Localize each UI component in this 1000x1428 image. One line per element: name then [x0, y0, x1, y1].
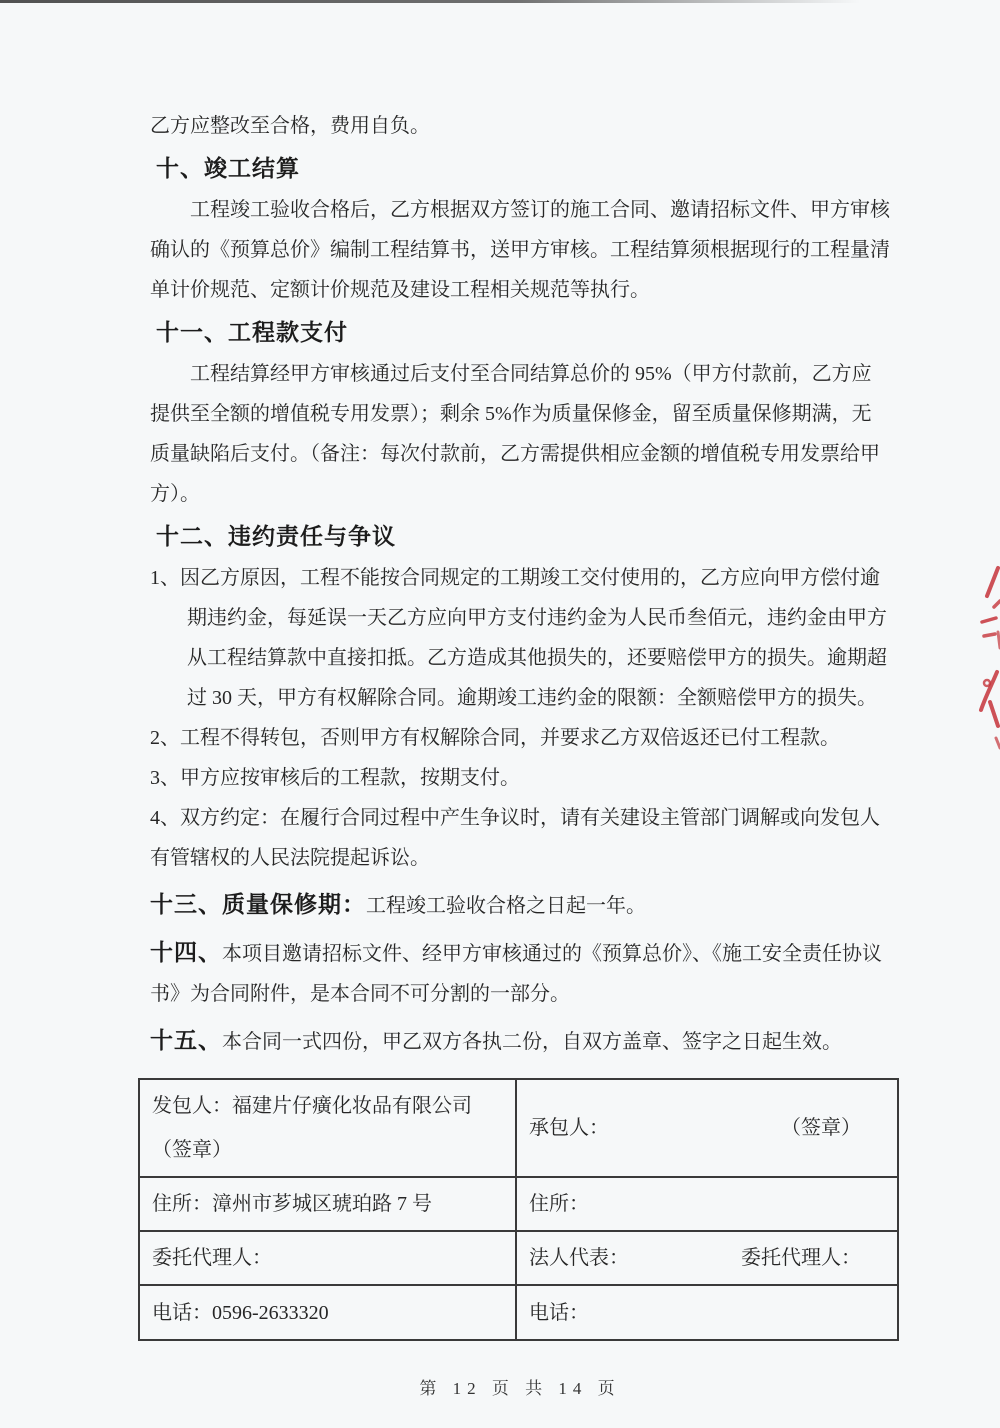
- list-item-number: 4、: [150, 807, 180, 829]
- section-12-list: [150, 558, 890, 878]
- table-row-parties: [139, 1079, 898, 1177]
- section-15-heading: 十五、: [150, 1028, 222, 1054]
- list-item-number: 2、: [150, 727, 180, 749]
- red-seal-edge-marks-icon: [970, 560, 1000, 760]
- employer-agent-cell: 委托代理人：: [139, 1231, 516, 1285]
- section-11-heading: 十一、工程款支付: [156, 320, 348, 346]
- list-item-text: 工程不得转包，否则甲方有权解除合同，并要求乙方双倍返还已付工程款。: [180, 727, 840, 749]
- contractor-address-cell: 住所：: [516, 1177, 898, 1231]
- section-13-heading: 十三、质量保修期：: [150, 892, 366, 918]
- list-item-number: 1、: [150, 567, 180, 589]
- section-13: [150, 885, 890, 926]
- contractor-label: 承包人：: [529, 1117, 609, 1139]
- employer-address-cell: 住所：漳州市芗城区琥珀路 7 号: [139, 1177, 516, 1231]
- section-14-heading: 十四、: [150, 940, 222, 966]
- contractor-cell: [516, 1079, 898, 1177]
- list-item-number: 3、: [150, 767, 180, 789]
- employer-cell: 发包人：福建片仔癀化妆品有限公司（签章）: [139, 1079, 516, 1177]
- list-item: [150, 558, 890, 718]
- seal-placeholder-label: （签章）: [781, 1117, 861, 1139]
- section-14: [150, 933, 890, 1014]
- section-10-heading: 十、竣工结算: [156, 156, 300, 182]
- list-item: [150, 798, 890, 878]
- signature-table: [138, 1078, 899, 1341]
- section-11-paragraph: 工程结算经甲方审核通过后支付至合同结算总价的 95%（甲方付款前，乙方应提供至全额的增值税专用发票）；剩余 5%作为质量保修金，留至质量保修期满，无质量缺陷后支付。（备注：每次付款前，乙方需提供相应金额的增值税专用发票给甲方）。: [150, 363, 880, 505]
- list-item: [150, 758, 890, 798]
- section-15: [150, 1021, 890, 1062]
- section-12-heading: 十二、违约责任与争议: [156, 524, 396, 550]
- employer-phone-cell: 电话：0596-2633320: [139, 1285, 516, 1340]
- table-row-address: [139, 1177, 898, 1231]
- authorized-agent-label: 委托代理人：: [741, 1247, 861, 1269]
- list-item-text: 因乙方原因，工程不能按合同规定的工期竣工交付使用的，乙方应向甲方偿付逾期违约金，每延误一天乙方应向甲方支付违约金为人民币叁佰元，违约金由甲方从工程结算款中直接扣抵。乙方造成其他损失的，还要赔偿甲方的损失。逾期超过 30 天，甲方有权解除合同。逾期竣工违约金的限额：全额赔偿甲方的损失。: [180, 567, 887, 709]
- section-15-text: 本合同一式四份，甲乙双方各执二份，自双方盖章、签字之日起生效。: [222, 1031, 842, 1053]
- table-row-agents: [139, 1231, 898, 1285]
- contractor-phone-cell: 电话：: [516, 1285, 898, 1340]
- list-item-text: 甲方应按审核后的工程款，按期支付。: [180, 767, 520, 789]
- section-14-text: 本项目邀请招标文件、经甲方审核通过的《预算总价》、《施工安全责任协议书》为合同附件，是本合同不可分割的一部分。: [150, 943, 882, 1005]
- legal-representative-label: 法人代表：: [529, 1247, 629, 1269]
- scan-edge-artifact: [0, 0, 860, 3]
- list-item-text: 双方约定：在履行合同过程中产生争议时，请有关建设主管部门调解或向发包人有管辖权的人民法院提起诉讼。: [150, 807, 880, 869]
- section-10-paragraph: 工程竣工验收合格后，乙方根据双方签订的施工合同、邀请招标文件、甲方审核确认的《预算总价》编制工程结算书，送甲方审核。工程结算须根据现行的工程量清单计价规范、定额计价规范及建设工程相关规范等执行。: [150, 199, 890, 301]
- page-number: 第 12 页 共 14 页: [419, 1379, 621, 1398]
- section-13-text: 工程竣工验收合格之日起一年。: [366, 895, 646, 917]
- list-item: [150, 718, 890, 758]
- paragraph-continuation: 乙方应整改至合格，费用自负。: [150, 115, 430, 137]
- contractor-agent-cell: [516, 1231, 898, 1285]
- table-row-phone: [139, 1285, 898, 1340]
